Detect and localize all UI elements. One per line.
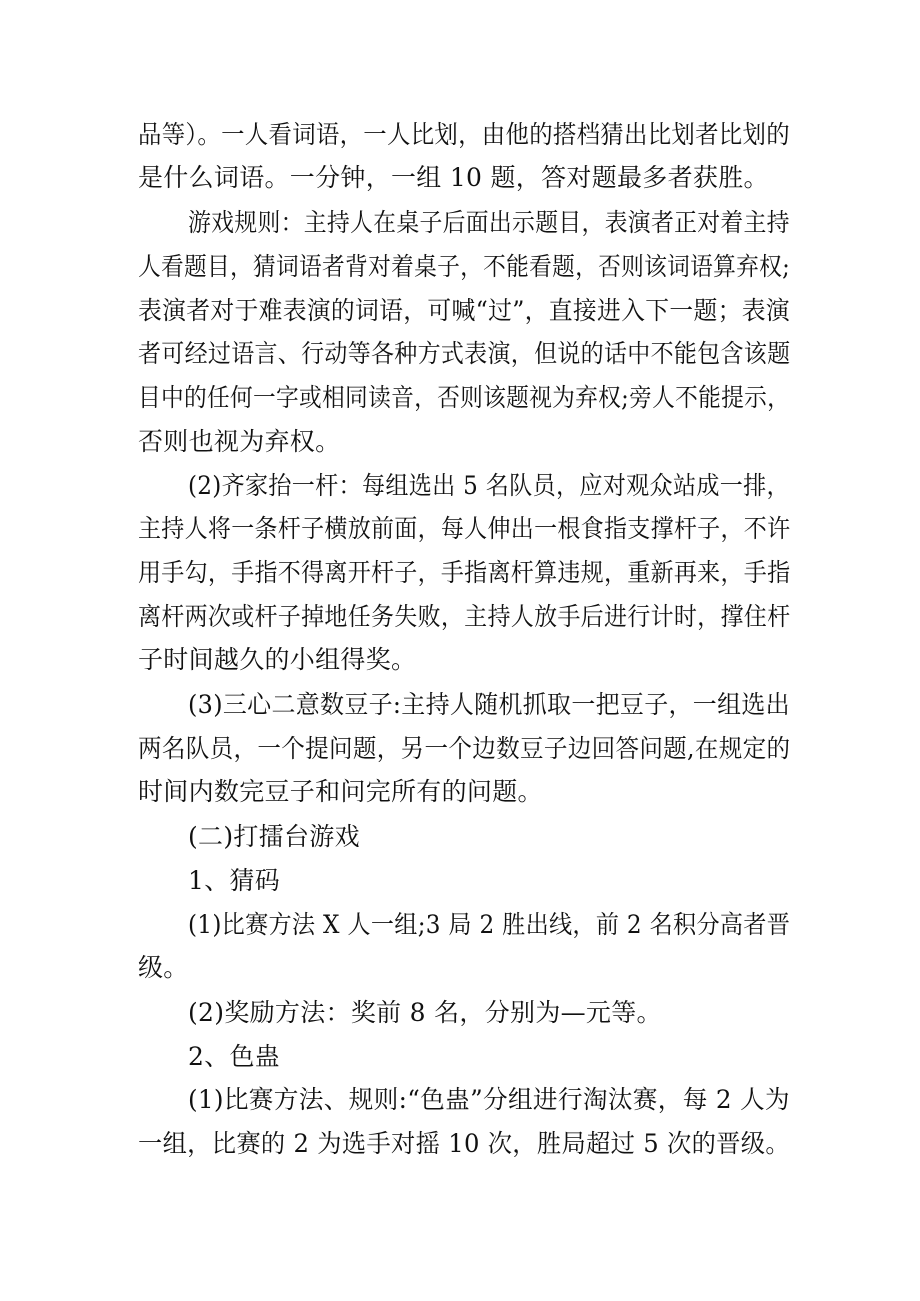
text-line: (2)齐家抬一杆：每组选出 5 名队员，应对观众站成一排， bbox=[188, 471, 790, 500]
text-line: 时间内数完豆子和问完所有的问题。 bbox=[138, 777, 543, 806]
text-line: (1)比赛方法、规则:“色蛊”分组进行淘汰赛，每 2 人为 bbox=[188, 1085, 790, 1114]
text-line: 是什么词语。一分钟，一组 10 题，答对题最多者获胜。 bbox=[138, 163, 769, 192]
text-line: 离杆两次或杆子掉地任务失败，主持人放手后进行计时，撑住杆 bbox=[138, 602, 791, 631]
text-line: (3)三心二意数豆子:主持人随机抓取一把豆子，一组选出 bbox=[188, 690, 790, 719]
text-line: 目中的任何一字或相同读音，否则该题视为弃权;旁人不能提示， bbox=[138, 383, 791, 412]
text-line: 品等）。一人看词语，一人比划，由他的搭档猜出比划者比划的 bbox=[138, 120, 790, 149]
text-line: 否则也视为弃权。 bbox=[138, 427, 341, 456]
text-line: (1)比赛方法 X 人一组;3 局 2 胜出线，前 2 名积分高者晋 bbox=[188, 910, 791, 939]
text-line: (2)奖励方法：奖前 8 名，分别为—元等。 bbox=[188, 998, 662, 1027]
subsection-heading: 1、猜码 bbox=[188, 866, 281, 895]
text-line: 人看题目，猜词语者背对着桌子，不能看题，否则该词语算弃权; bbox=[138, 252, 791, 281]
text-line: 用手勾，手指不得离开杆子，手指离杆算违规，重新再来，手指 bbox=[138, 558, 791, 587]
text-line: 子时间越久的小组得奖。 bbox=[138, 645, 417, 674]
text-line: 一组，比赛的 2 为选手对摇 10 次，胜局超过 5 次的晋级。 bbox=[138, 1129, 790, 1158]
text-line: 主持人将一条杆子横放前面，每人伸出一根食指支撑杆子，不许 bbox=[138, 514, 791, 543]
text-line: 表演者对于难表演的词语，可喊“过”，直接进入下一题；表演 bbox=[138, 296, 790, 325]
text-line: 两名队员，一个提问题，另一个边数豆子边回答问题,在规定的 bbox=[138, 734, 791, 763]
text-line: 游戏规则：主持人在桌子后面出示题目，表演者正对着主持 bbox=[188, 208, 790, 237]
subsection-heading: 2、色蛊 bbox=[188, 1042, 281, 1071]
section-heading: (二)打擂台游戏 bbox=[188, 822, 360, 851]
text-line: 者可经过语言、行动等各种方式表演，但说的话中不能包含该题 bbox=[138, 339, 791, 368]
text-line: 级。 bbox=[138, 953, 189, 982]
